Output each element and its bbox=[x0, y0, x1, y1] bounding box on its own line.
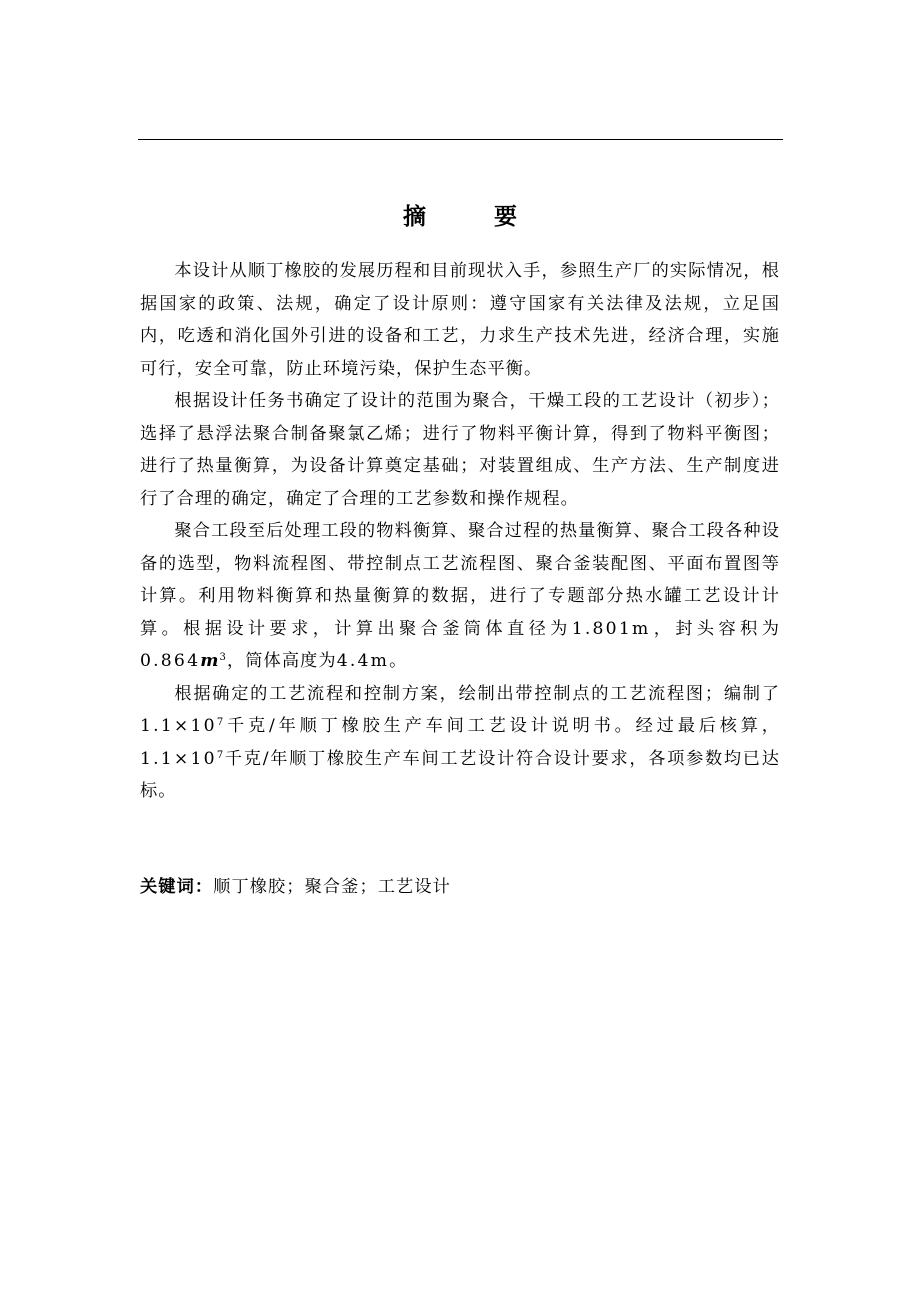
abstract-body bbox=[140, 255, 780, 808]
paragraph-4-text-a: 根据确定的工艺流程和控制方案，绘制出带控制点的工艺流程图；编制了 bbox=[174, 683, 780, 704]
paragraph-3-text-c: ，筒体高度为 bbox=[226, 651, 337, 671]
diameter-value: 1.801m bbox=[571, 618, 651, 639]
header-rule bbox=[138, 139, 783, 140]
paragraph-4-text-b: 千克/年顺丁橡胶生产车间工艺设计说明书。经过最后核算， bbox=[224, 716, 780, 736]
paragraph-3-text-b: ，封头容积为 bbox=[650, 618, 780, 639]
keywords-line bbox=[140, 871, 780, 903]
paragraph-4-text-c: 千克/年顺丁橡胶生产车间工艺设计符合设计要求，各项参数均已达标。 bbox=[140, 748, 780, 801]
volume-value: 0.864 bbox=[140, 651, 201, 671]
abstract-paragraph-4 bbox=[140, 678, 780, 808]
paragraph-3-text-d: 。 bbox=[389, 651, 408, 671]
page-title: 摘 要 bbox=[402, 204, 547, 230]
capacity-exponent-2: 7 bbox=[216, 749, 225, 761]
abstract-paragraph-2: 根据设计任务书确定了设计的范围为聚合，干燥工段的工艺设计（初步）；选择了悬浮法聚合制备聚氯乙烯；进行了物料平衡计算，得到了物料平衡图；进行了热量衡算，为设备计算奠定基础；对装置组成、生产方法、生产制度进行了合理的确定，确定了合理的工艺参数和操作规程。 bbox=[140, 391, 780, 509]
paragraph-3-text-a: 聚合工段至后处理工段的物料衡算、聚合过程的热量衡算、聚合工段各种设备的选型，物料流程图、带控制点工艺流程图、聚合釜装配图、平面布置图等计算。利用物料衡算和热量衡算的数据，进行了专题部分热水罐工艺设计计算。根据设计要求，计算出聚合釜筒体直径为 bbox=[140, 521, 780, 639]
height-value: 4.4m bbox=[336, 651, 390, 671]
volume-exponent: 3 bbox=[219, 652, 227, 663]
abstract-paragraph-1: 本设计从顺丁橡胶的发展历程和目前现状入手，参照生产厂的实际情况，根据国家的政策、法规，确定了设计原则：遵守国家有关法律及法规，立足国内，吃透和消化国外引进的设备和工艺，力求生产技术先进，经济合理，实施可行，安全可靠，防止环境污染，保护生态平衡。 bbox=[140, 261, 780, 379]
capacity-exponent-1: 7 bbox=[216, 717, 225, 728]
capacity-value-1: 1.1×10 bbox=[140, 716, 217, 736]
keywords-text: 顺丁橡胶；聚合釜；工艺设计 bbox=[213, 877, 451, 897]
keywords-label: 关键词： bbox=[140, 877, 214, 897]
abstract-paragraph-3 bbox=[140, 515, 780, 678]
capacity-value-2: 1.1×10 bbox=[140, 748, 217, 769]
volume-unit: m bbox=[200, 651, 220, 671]
